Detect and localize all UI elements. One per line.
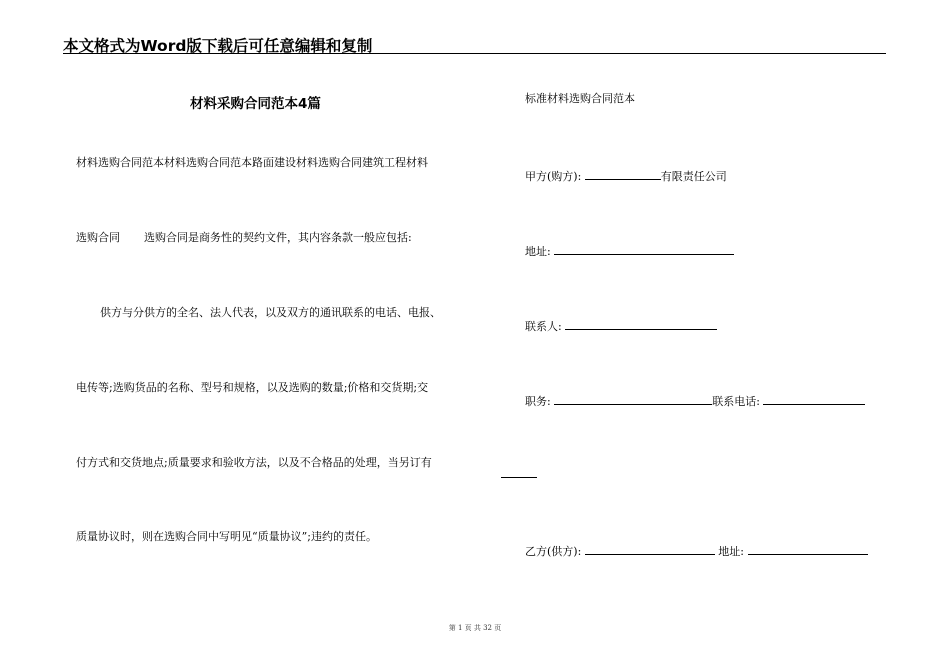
address-label: 地址: xyxy=(525,245,551,258)
party-a-blank xyxy=(585,168,661,180)
phone-blank xyxy=(763,393,865,405)
body-line-1: 材料选购合同范本材料选购合同范本路面建设材料选购合同建筑工程材料 xyxy=(76,156,428,169)
party-b-blank xyxy=(585,543,715,555)
contract-heading: 标准材料选购合同范本 xyxy=(525,92,635,105)
party-a-suffix: 有限责任公司 xyxy=(660,170,727,183)
body-line-2-term: 选购合同 xyxy=(76,231,120,244)
body-line-6: 质量协议时，则在选购合同中写明见“质量协议”;违约的责任。 xyxy=(76,530,377,543)
page-footer: 第 1 页 共 32 页 xyxy=(448,624,502,632)
address-line xyxy=(525,243,734,259)
party-b-label: 乙方(供方): xyxy=(525,545,582,558)
body-line-5: 付方式和交货地点;质量要求和验收方法，以及不合格品的处理，当另订有 xyxy=(76,456,432,469)
document-title: 材料采购合同范本4篇 xyxy=(190,96,321,112)
address-blank xyxy=(554,243,734,255)
body-line-3: 供方与分供方的全名、法人代表，以及双方的通讯联系的电话、电报、 xyxy=(100,306,441,319)
contact-line xyxy=(525,318,717,334)
body-line-2-text: 选购合同是商务性的契约文件，其内容条款一般应包括: xyxy=(144,231,412,244)
contact-blank xyxy=(565,318,717,330)
position-line xyxy=(525,393,865,409)
party-b-line xyxy=(525,543,868,559)
download-banner: 本文格式为Word版下载后可任意编辑和复制 xyxy=(63,37,373,55)
phone-blank-continued xyxy=(501,466,537,478)
contact-label: 联系人: xyxy=(525,320,562,333)
position-label: 职务: xyxy=(525,395,551,408)
header-rule xyxy=(63,53,886,54)
party-a-line xyxy=(525,168,727,184)
body-line-4: 电传等;选购货品的名称、型号和规格，以及选购的数量;价格和交货期;交 xyxy=(76,381,429,394)
party-a-label: 甲方(购方): xyxy=(525,170,582,183)
phone-label: 联系电话: xyxy=(712,395,760,408)
address2-label: 地址: xyxy=(718,545,745,558)
body-line-2 xyxy=(76,231,412,245)
address2-blank xyxy=(748,543,868,555)
position-blank xyxy=(554,393,712,405)
